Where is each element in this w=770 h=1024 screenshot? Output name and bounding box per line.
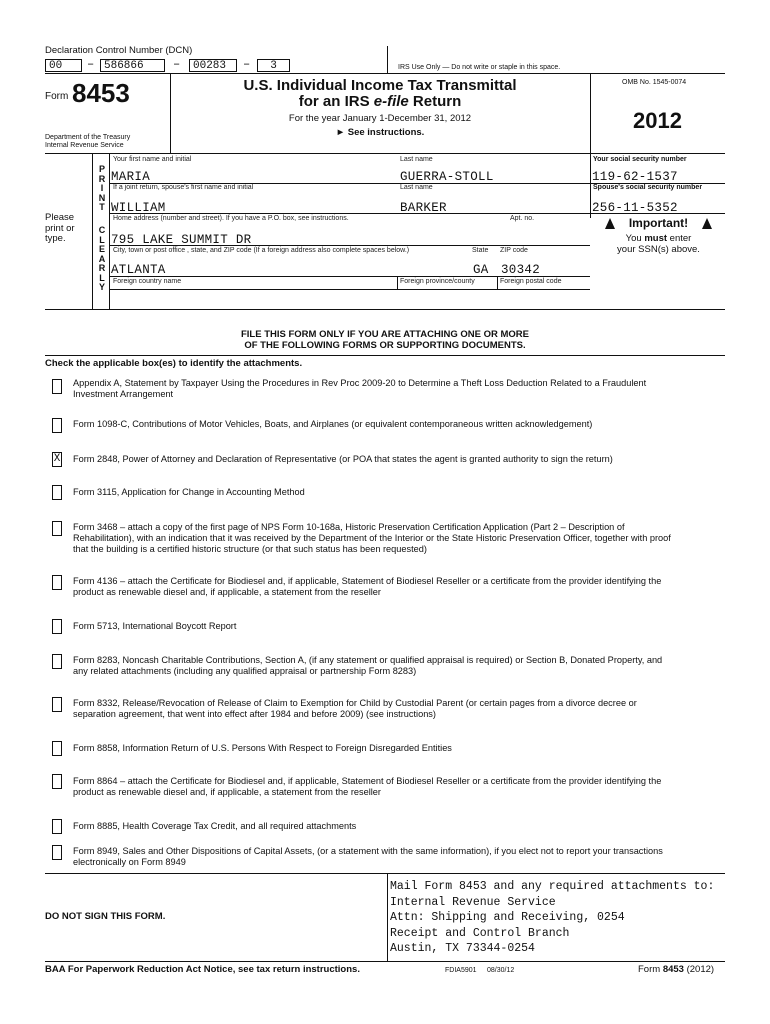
file-only-notice: FILE THIS FORM ONLY IF YOU ARE ATTACHING ONE OR MORE OF THE FOLLOWING FORMS OR SUPPORTING DOCUMENTS. xyxy=(240,329,529,351)
mail-line: Attn: Shipping and Receiving, 0254 xyxy=(390,911,625,924)
mail-line: Internal Revenue Service xyxy=(390,895,556,909)
attachment-checkbox[interactable] xyxy=(52,845,62,860)
important-box xyxy=(592,216,725,255)
attachment-checkbox[interactable]: X xyxy=(53,453,61,465)
spouse-last-name-label: Last name xyxy=(400,184,433,191)
attachment-text: Form 8864 – attach the Certificate for Biodiesel and, if applicable, Statement of Biodiesel Reseller or a certificate from the provider identifying the product as renewable diesel and, if applicable, a statement from the reseller xyxy=(73,776,662,797)
apt-label: Apt. no. xyxy=(510,215,535,222)
first-name-label: Your first name and initial xyxy=(113,156,192,163)
city-field[interactable]: ATLANTA xyxy=(111,263,166,277)
see-instructions: ► See instructions. xyxy=(335,127,425,138)
foreign-province-label: Foreign province/county xyxy=(400,278,475,285)
ssn-label: Your social security number xyxy=(593,156,687,163)
home-address-label: Home address (number and street). If you have a P.O. box, see instructions. xyxy=(113,215,349,222)
mail-line: Receipt and Control Branch xyxy=(390,926,570,940)
attachment-checkbox[interactable] xyxy=(52,379,62,394)
dcn-field-1[interactable]: 00 xyxy=(45,59,82,72)
attachment-checkbox[interactable] xyxy=(52,418,62,433)
attachment-checkbox[interactable] xyxy=(52,741,62,756)
mail-line: Austin, TX 73344-0254 xyxy=(390,942,535,955)
attachment-checkbox[interactable] xyxy=(52,619,62,634)
fdia-code: FDIA5901 xyxy=(445,967,477,974)
dcn-field-2[interactable]: 586866 xyxy=(100,59,165,72)
foreign-country-label: Foreign country name xyxy=(113,278,182,285)
dcn-dash-1: – xyxy=(87,57,95,71)
attachment-text: Form 8949, Sales and Other Dispositions of Capital Assets, (or a statement with the same information), if you elect not to report your transactions electronically on Form 8949 xyxy=(73,846,663,867)
dcn-dash-3: – xyxy=(243,57,251,71)
spouse-first-name-field[interactable]: WILLIAM xyxy=(111,201,166,215)
please-print-label: Please print or type. xyxy=(45,212,75,244)
attachment-checkbox[interactable] xyxy=(52,654,62,669)
form-title xyxy=(170,78,590,110)
check-boxes-instruction: Check the applicable box(es) to identify the attachments. xyxy=(45,358,303,369)
address-field[interactable]: 795 LAKE SUMMIT DR xyxy=(111,233,252,247)
first-name-field[interactable]: MARIA xyxy=(111,170,151,184)
zip-field[interactable]: 30342 xyxy=(501,263,541,277)
attachment-text: Form 5713, International Boycott Report xyxy=(73,621,237,631)
attachment-text: Form 8858, Information Return of U.S. Persons With Respect to Foreign Disregarded Entities xyxy=(73,743,452,753)
last-name-label: Last name xyxy=(400,156,433,163)
attachment-text: Form 3468 – attach a copy of the first page of NPS Form 10-168a, Historic Preservation Certification Application (Part 2 – Description of Rehabilitation), with an indication that it was received by the Department of the Interior or the State Historic Preservation Officer, together with proof that the building is a certified historic structure (or that such status has been requested) xyxy=(73,522,671,554)
attachment-checkbox[interactable] xyxy=(52,819,62,834)
state-label: State xyxy=(472,247,489,254)
attachment-text: Form 3115, Application for Change in Accounting Method xyxy=(73,487,305,497)
attachment-text: Form 8332, Release/Revocation of Release of Claim to Exemption for Child by Custodial Parent (or certain pages from a divorce decree or separation agreement, that went into effect after 1984 and before 2009) (see instructions) xyxy=(73,698,637,719)
attachment-checkbox[interactable] xyxy=(52,521,62,536)
city-label: City, town or post office , state, and ZIP code (If a foreign address also complete spaces below.) xyxy=(113,247,410,254)
important-title: Important! xyxy=(592,216,725,230)
attachment-text: Form 4136 – attach the Certificate for Biodiesel and, if applicable, Statement of Biodiesel Reseller or a certificate from the provider identifying the product as renewable diesel and, if applicable, a statement from the reseller xyxy=(73,576,662,597)
dcn-label: Declaration Control Number (DCN) xyxy=(45,45,193,56)
spouse-first-name-label: If a joint return, spouse's first name and initial xyxy=(113,184,254,191)
title-line-2: for an IRS e-file Return xyxy=(298,93,462,110)
year-range: For the year January 1-December 31, 2012 xyxy=(288,113,472,124)
do-not-sign: DO NOT SIGN THIS FORM. xyxy=(45,911,166,922)
tax-year: 2012 xyxy=(633,108,682,133)
attachment-text: Form 1098-C, Contributions of Motor Vehicles, Boats, and Airplanes (or equivalent contemporaneous written acknowledgement) xyxy=(73,419,593,429)
spouse-last-name-field[interactable]: BARKER xyxy=(400,201,447,215)
attachment-text: Appendix A, Statement by Taxpayer Using the Procedures in Rev Proc 2009-20 to Determine a Theft Loss Deduction Related to a Fraudulent Investment Arrangement xyxy=(73,378,647,399)
important-line-1: You must enter xyxy=(625,233,692,244)
foreign-postal-label: Foreign postal code xyxy=(500,278,562,285)
spouse-ssn-label: Spouse's social security number xyxy=(593,184,703,191)
dcn-dash-2: – xyxy=(173,57,181,71)
irs-name: Internal Revenue Service xyxy=(45,142,124,149)
title-line-1: U.S. Individual Income Tax Transmittal xyxy=(243,77,517,94)
important-line-2: your SSN(s) above. xyxy=(617,244,700,255)
ssn-field[interactable]: 119-62-1537 xyxy=(592,170,678,184)
form-footer-ref: Form 8453 (2012) xyxy=(638,964,715,975)
attachment-checkbox[interactable] xyxy=(52,575,62,590)
dept-treasury: Department of the Treasury xyxy=(45,134,131,141)
attachment-checkbox[interactable] xyxy=(52,485,62,500)
zip-label: ZIP code xyxy=(500,247,528,254)
warning-arrow-icon xyxy=(605,218,615,229)
form-number: 8453 xyxy=(72,78,130,108)
attachment-text: Form 8283, Noncash Charitable Contributions, Section A, (if any statement or qualified appraisal is required) or Section B, Donated Property, and any related attachments (including any qualified appraisal or partnership Form 8283) xyxy=(73,655,663,676)
attachment-text: Form 2848, Power of Attorney and Declaration of Representative (or POA that states the agent is granted authority to sign the return) xyxy=(73,454,613,464)
attachment-text: Form 8885, Health Coverage Tax Credit, and all required attachments xyxy=(73,821,357,831)
attachment-checkbox[interactable] xyxy=(52,774,62,789)
revision-date: 08/30/12 xyxy=(487,967,515,974)
last-name-field[interactable]: GUERRA-STOLL xyxy=(400,170,494,184)
omb-number: OMB No. 1545-0074 xyxy=(622,79,687,86)
dcn-field-4[interactable]: 3 xyxy=(257,59,290,72)
warning-arrow-icon xyxy=(702,218,712,229)
mail-line: Mail Form 8453 and any required attachments to: xyxy=(390,880,715,893)
spouse-ssn-field[interactable]: 256-11-5352 xyxy=(592,201,678,215)
attachment-checkbox[interactable] xyxy=(52,697,62,712)
irs-use-only: IRS Use Only — Do not write or staple in this space. xyxy=(398,64,561,71)
form-word: Form xyxy=(45,91,69,102)
dcn-field-3[interactable]: 00283 xyxy=(189,59,237,72)
state-field[interactable]: GA xyxy=(473,263,489,277)
baa-notice: BAA For Paperwork Reduction Act Notice, see tax return instructions. xyxy=(45,964,360,975)
